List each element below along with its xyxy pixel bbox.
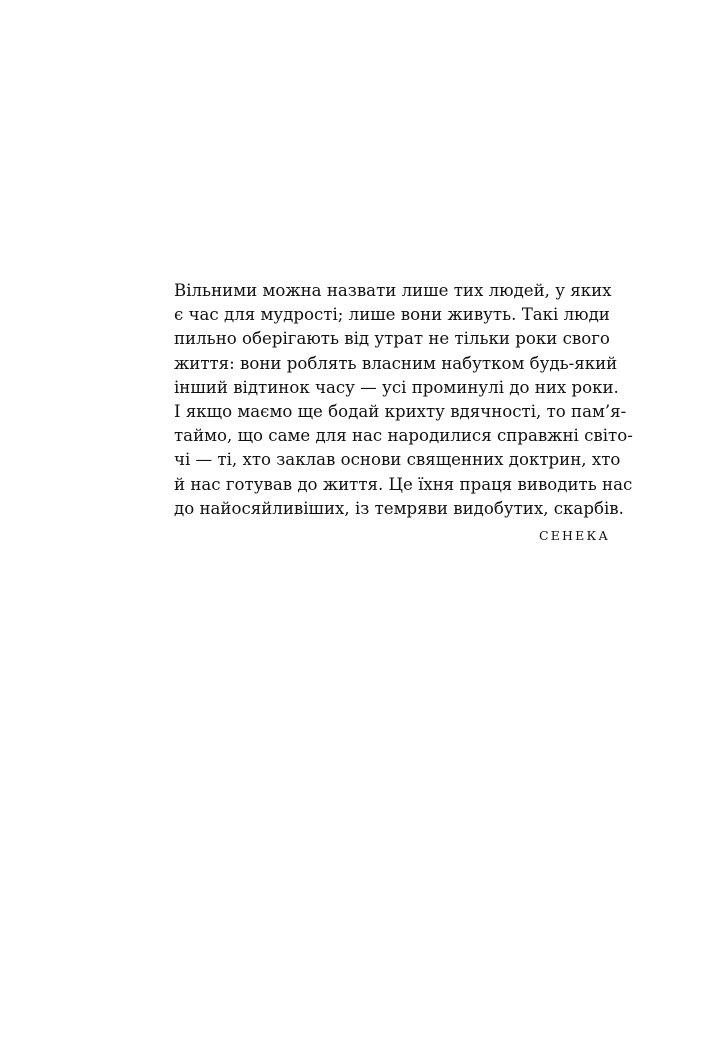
epigraph-line: пильно оберігають від утрат не тільки роки свого	[174, 329, 610, 349]
epigraph-line: І якщо маємо ще бодай крихту вдячності, то пам’я-	[174, 401, 627, 421]
epigraph-line: до найосяйливіших, із темряви видобутих, скарбів.	[174, 498, 624, 518]
epigraph-line: інший відтинок часу — усі проминулі до них роки.	[174, 377, 619, 397]
epigraph-line: чі — ті, хто заклав основи священних доктрин, хто	[174, 450, 621, 470]
epigraph-line: є час для мудрості; лише вони живуть. Такі люди	[174, 305, 610, 325]
epigraph-line: життя: вони роблять власним набутком будь-який	[174, 353, 618, 373]
epigraph-author: СЕНЕКА	[538, 527, 610, 543]
epigraph-block	[174, 279, 633, 543]
epigraph-line: й нас готував до життя. Це їхня праця виводить нас	[174, 474, 633, 494]
epigraph-line: таймо, що саме для нас народилися справжні світо-	[174, 426, 633, 446]
epigraph-line: Вільними можна назвати лише тих людей, у яких	[174, 281, 612, 300]
